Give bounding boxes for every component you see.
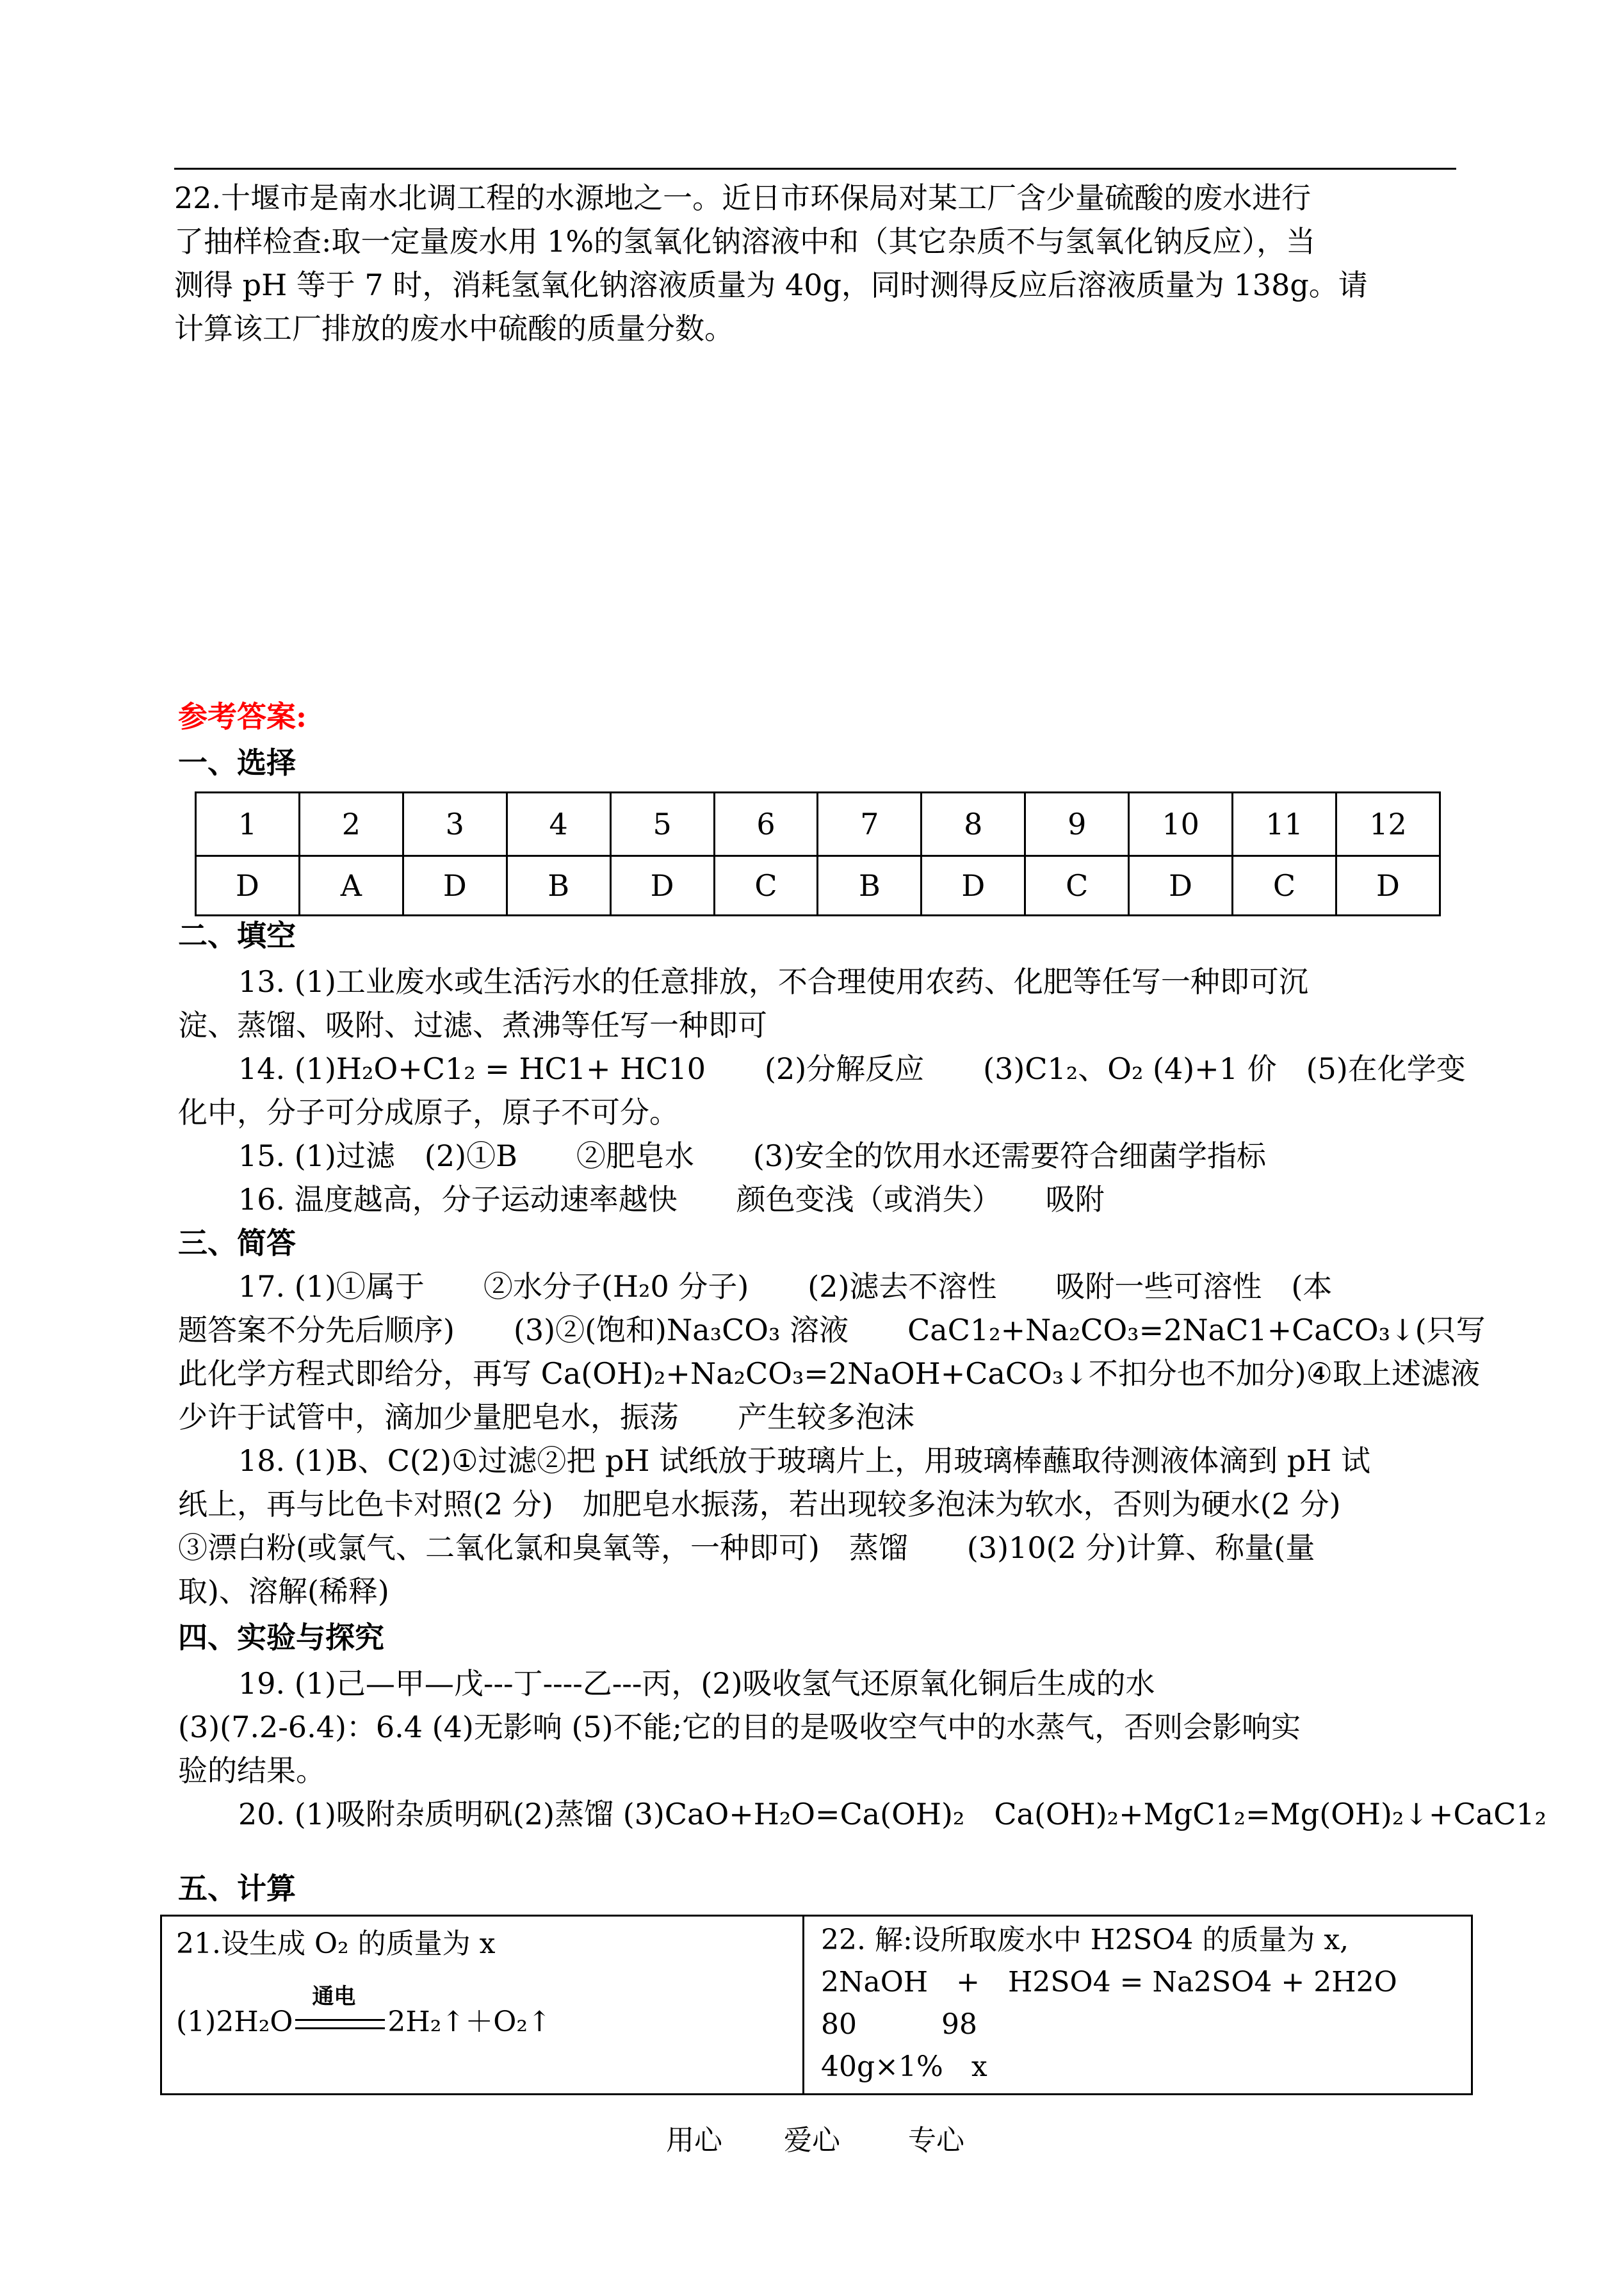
q19-line-3: 验的结果。 bbox=[178, 1753, 325, 1788]
choice-answer: B bbox=[507, 856, 610, 916]
footer-item: 用心 bbox=[666, 2124, 722, 2157]
answers-title: 参考答案: bbox=[178, 699, 307, 734]
choice-answer: D bbox=[1129, 856, 1233, 916]
choice-num: 3 bbox=[403, 793, 507, 856]
eq-condition: 通电 bbox=[312, 1984, 356, 2009]
choice-num: 6 bbox=[714, 793, 818, 856]
choice-num: 1 bbox=[196, 793, 300, 856]
section-experiment: 四、实验与探究 bbox=[178, 1620, 384, 1655]
q19-line-2: (3)(7.2-6.4)：6.4 (4)无影响 (5)不能;它的目的是吸收空气中的水蒸气，否则会影响实 bbox=[178, 1710, 1301, 1744]
calc-left-cell bbox=[161, 1916, 804, 2095]
footer-item: 专心 bbox=[908, 2124, 964, 2157]
section-short-answer: 三、简答 bbox=[178, 1226, 296, 1260]
q16-line: 16. 温度越高，分子运动速率越快 颜色变浅（或消失） 吸附 bbox=[238, 1182, 1105, 1217]
q17-line-1: 17. (1)①属于 ②水分子(H₂0 分子) (2)滤去不溶性 吸附一些可溶性 (本 bbox=[238, 1269, 1333, 1304]
section-calculation: 五、计算 bbox=[178, 1871, 296, 1906]
q19-line-1: 19. (1)己—甲—戊---丁----乙---丙，(2)吸收氢气还原氧化铜后生成的水 bbox=[238, 1666, 1155, 1701]
footer-item: 爱心 bbox=[784, 2124, 840, 2157]
q21-equation bbox=[176, 1984, 802, 2043]
choice-num: 8 bbox=[922, 793, 1025, 856]
q22-line-1: 22.十堰市是南水北调工程的水源地之一。近日市环保局对某工厂含少量硫酸的废水进行 bbox=[174, 181, 1311, 215]
choice-num: 7 bbox=[818, 793, 922, 856]
choice-num: 11 bbox=[1233, 793, 1336, 856]
q18-line-2: 纸上，再与比色卡对照(2 分) 加肥皂水振荡，若出现较多泡沫为软水，否则为硬水(2 分) bbox=[178, 1487, 1341, 1521]
choice-answer: B bbox=[818, 856, 922, 916]
q18-line-3: ③漂白粉(或氯气、二氧化氯和臭氧等，一种即可) 蒸馏 (3)10(2 分)计算、称量(量 bbox=[178, 1530, 1315, 1565]
choice-answer: A bbox=[299, 856, 403, 916]
section-fill: 二、填空 bbox=[178, 918, 296, 953]
section-choice: 一、选择 bbox=[178, 745, 296, 780]
choice-answer: D bbox=[403, 856, 507, 916]
choice-num: 12 bbox=[1336, 793, 1440, 856]
q15-line: 15. (1)过滤 (2)①B ②肥皂水 (3)安全的饮用水还需要符合细菌学指标 bbox=[238, 1139, 1267, 1173]
q14-line-1: 14. (1)H₂O+C1₂ = HC1+ HC10 (2)分解反应 (3)C1₂、O₂ (4)+1 价 (5)在化学变 bbox=[238, 1051, 1466, 1086]
choice-num: 10 bbox=[1129, 793, 1233, 856]
calc-right-cell bbox=[804, 1916, 1472, 2095]
q22-line-4: 计算该工厂排放的废水中硫酸的质量分数。 bbox=[174, 311, 734, 346]
q17-line-2: 题答案不分先后顺序) (3)②(饱和)Na₃CO₃ 溶液 CaC1₂+Na₂CO₃=2NaC1+CaCO₃↓(只写 bbox=[178, 1313, 1486, 1347]
q13-line-1: 13. (1)工业废水或生活污水的任意排放，不合理使用农药、化肥等任写一种即可沉 bbox=[238, 964, 1308, 999]
q13-line-2: 淀、蒸馏、吸附、过滤、煮沸等任写一种即可 bbox=[178, 1008, 767, 1042]
q14-line-2: 化中，分子可分成原子，原子不可分。 bbox=[178, 1095, 679, 1130]
eq-double-arrow bbox=[293, 1984, 387, 2043]
choice-num: 5 bbox=[610, 793, 714, 856]
q22-line-2: 了抽样检查:取一定量废水用 1%的氢氧化钠溶液中和（其它杂质不与氢氧化钠反应），当 bbox=[174, 224, 1316, 259]
choice-answer: D bbox=[196, 856, 300, 916]
choice-answer: C bbox=[1025, 856, 1129, 916]
q18-line-1: 18. (1)B、C(2)①过滤②把 pH 试纸放于玻璃片上，用玻璃棒蘸取待测液体滴到 pH 试 bbox=[238, 1443, 1370, 1478]
q22-solution-line: 22. 解:设所取废水中 H2SO4 的质量为 x, bbox=[821, 1924, 1349, 1956]
choice-answer: D bbox=[610, 856, 714, 916]
q21-eq-right: 2H₂↑＋O₂↑ bbox=[387, 2006, 551, 2038]
choice-answer: D bbox=[922, 856, 1025, 916]
choice-num: 4 bbox=[507, 793, 610, 856]
q21-eq-left: (1)2H₂O bbox=[176, 2006, 293, 2038]
q17-line-3: 此化学方程式即给分，再写 Ca(OH)₂+Na₂CO₃=2NaOH+CaCO₃↓不扣分也不加分)④取上述滤液 bbox=[178, 1356, 1480, 1391]
q22-solution-line: 80 98 bbox=[821, 2008, 977, 2041]
calculation-table bbox=[160, 1915, 1473, 2095]
choice-num: 2 bbox=[299, 793, 403, 856]
q21-setup: 21.设生成 O₂ 的质量为 x bbox=[176, 1927, 496, 1960]
choice-answer: D bbox=[1336, 856, 1440, 916]
q20-line: 20. (1)吸附杂质明矾(2)蒸馏 (3)CaO+H₂O=Ca(OH)₂ Ca(OH)₂+MgC1₂=Mg(OH)₂↓+CaC1₂ bbox=[238, 1797, 1547, 1831]
q22-solution-line: 40g×1% x bbox=[821, 2050, 987, 2083]
top-rule bbox=[174, 168, 1456, 170]
q18-line-4: 取)、溶解(稀释) bbox=[178, 1574, 389, 1609]
choice-answer: C bbox=[1233, 856, 1336, 916]
q22-line-3: 测得 pH 等于 7 时，消耗氢氧化钠溶液质量为 40g，同时测得反应后溶液质量为 138g。请 bbox=[174, 268, 1368, 302]
choice-num: 9 bbox=[1025, 793, 1129, 856]
q22-solution-line: 2NaOH + H2SO4 = Na2SO4 + 2H2O bbox=[821, 1966, 1397, 1999]
choice-answer-table bbox=[195, 791, 1441, 916]
q17-line-4: 少许于试管中，滴加少量肥皂水，振荡 产生较多泡沫 bbox=[178, 1400, 914, 1434]
choice-answer: C bbox=[714, 856, 818, 916]
